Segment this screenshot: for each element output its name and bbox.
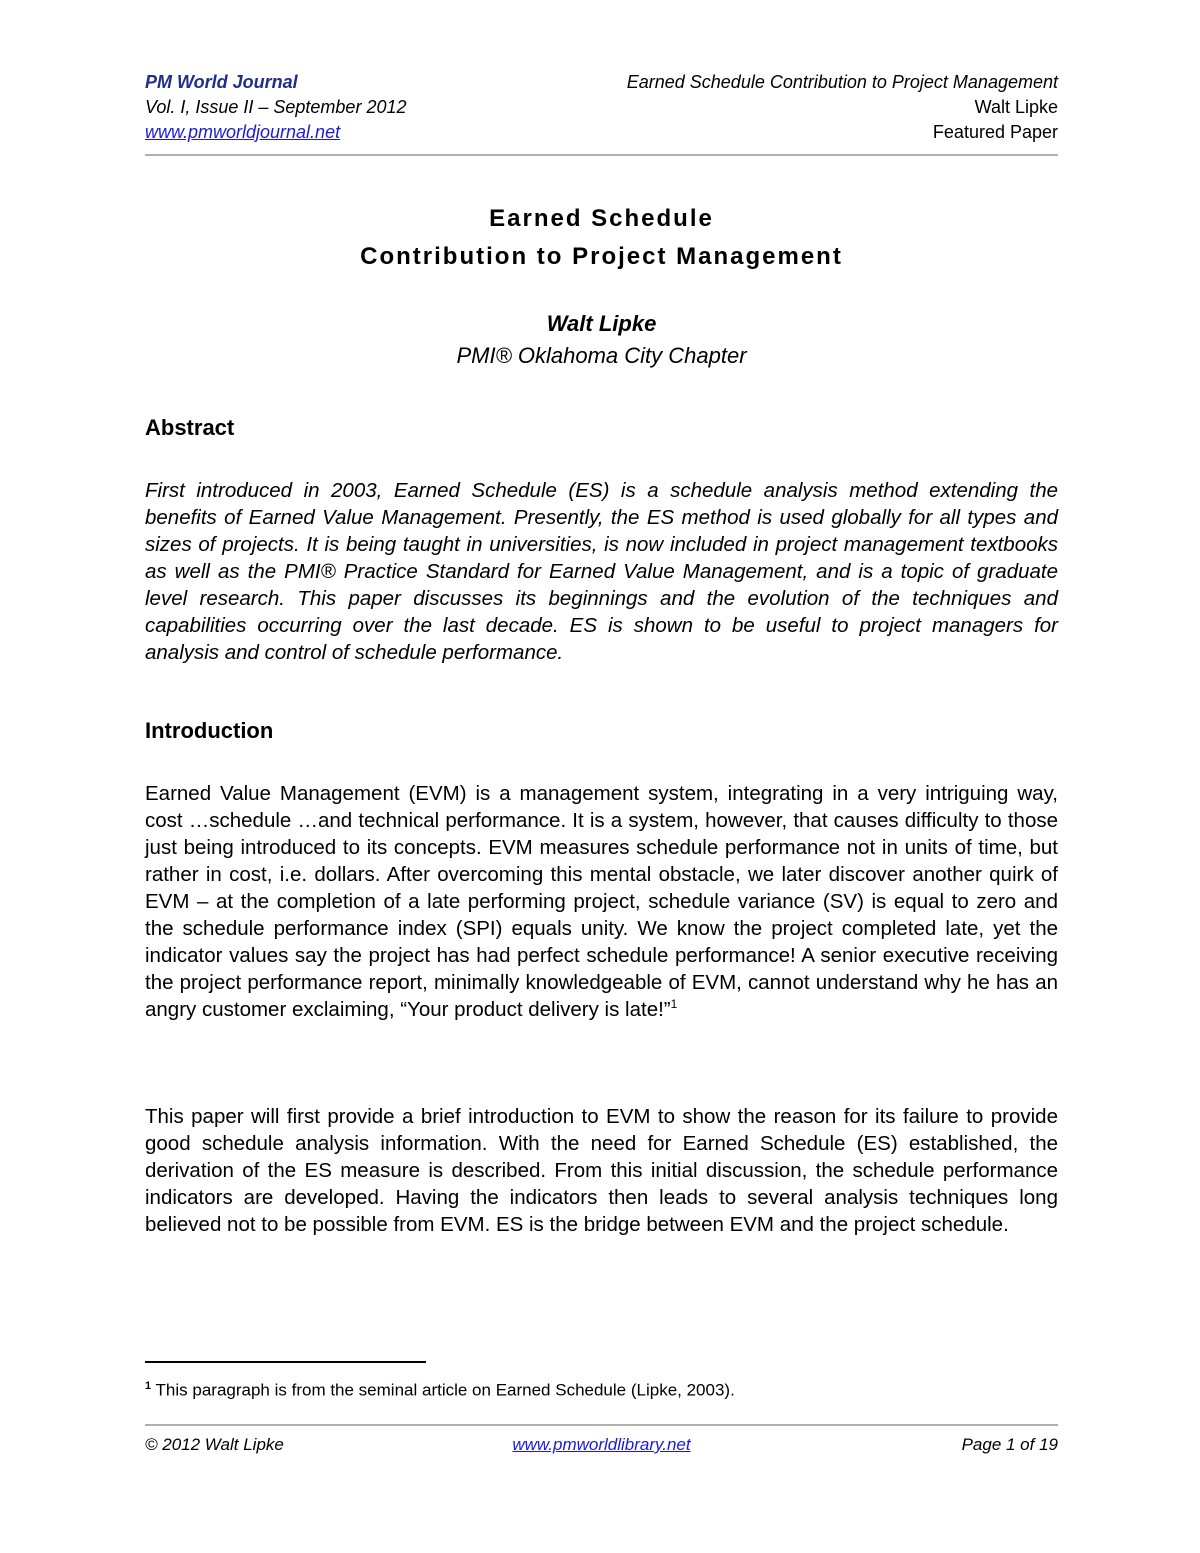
footnote [145, 1374, 1058, 1403]
footnote-reference[interactable]: 1 [670, 997, 678, 1012]
page-number: Page 1 of 19 [961, 1435, 1058, 1454]
running-header [145, 70, 1058, 142]
running-article-title: Earned Schedule Contribution to Project Management [626, 72, 1058, 92]
paper-type: Featured Paper [932, 122, 1058, 142]
author-affiliation: PMI® Oklahoma City Chapter [456, 343, 747, 368]
title-block [145, 200, 1058, 372]
paper-title-line2: Contribution to Project Management [360, 243, 843, 270]
footnote-number: 1 [145, 1380, 152, 1392]
footer-center [145, 1433, 1058, 1457]
introduction-paragraph-1-text: Earned Value Management (EVM) is a management system, integrating in a very intriguing way, cost …schedule …and technical performance. It is a system, however, that causes difficulty to those just being introduced to its concepts. EVM measures schedule performance not in units of time, but rather in cost, i.e. dollars. After overcoming this mental obstacle, we later discover another quirk of EVM – at the completion of a late performing project, schedule variance (SV) is equal to zero and the schedule performance index (SPI) equals unity. We know the project completed late, yet the indicator values say the project has had perfect schedule performance! A senior executive receiving the project performance report, minimally knowledgeable of EVM, cannot understand why he has an angry customer exclaiming, “Your product delivery is late!” [145, 782, 1058, 1021]
author-name: Walt Lipke [546, 311, 657, 336]
paper-title-line1: Earned Schedule [489, 205, 714, 232]
introduction-paragraph-1 [145, 780, 1058, 1023]
issue-info: Vol. I, Issue II – September 2012 [145, 97, 407, 117]
library-link[interactable]: www.pmworldlibrary.net [512, 1435, 691, 1454]
copyright: © 2012 Walt Lipke [145, 1435, 284, 1454]
abstract-text: First introduced in 2003, Earned Schedule (ES) is a schedule analysis method extending the benefits of Earned Value Management. Presently, the ES method is used globally for all types and sizes of projects. It is being taught in universities, is now included in project management textbooks as well as the PMI® Practice Standard for Earned Value Management, and is a topic of graduate level research. This paper discusses its beginnings and the evolution of the techniques and capabilities occurring over the last decade. ES is shown to be useful to project managers for analysis and control of schedule performance. [145, 479, 1058, 664]
journal-website-link[interactable]: www.pmworldjournal.net [145, 122, 341, 142]
running-author: Walt Lipke [974, 97, 1058, 117]
introduction-heading: Introduction [145, 718, 274, 743]
footnote-divider [145, 1361, 426, 1363]
journal-name: PM World Journal [145, 72, 298, 92]
introduction-paragraph-2: This paper will first provide a brief introduction to EVM to show the reason for its failure to provide good schedule analysis information. With the need for Earned Schedule (ES) established, the derivation of the ES measure is described. From this initial discussion, the schedule performance indicators are developed. Having the indicators then leads to several analysis techniques long believed not to be possible from EVM. ES is the bridge between EVM and the project schedule. [145, 1105, 1058, 1236]
footnote-text: This paragraph is from the seminal article on Earned Schedule (Lipke, 2003). [151, 1380, 735, 1400]
header-right [627, 70, 1058, 145]
abstract-heading: Abstract [145, 415, 235, 440]
footer-divider [145, 1424, 1058, 1426]
header-left [145, 70, 406, 145]
header-divider [145, 154, 1058, 156]
page-footer [145, 1433, 1058, 1457]
